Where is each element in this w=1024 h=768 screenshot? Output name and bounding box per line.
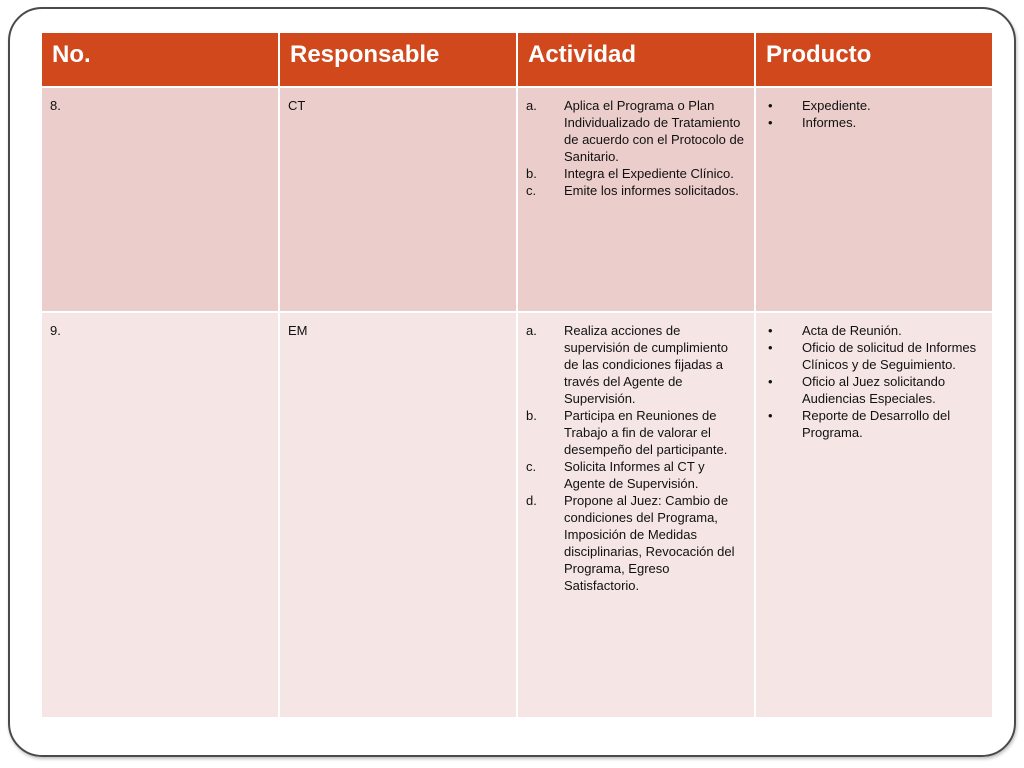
cell-responsable: EM	[279, 312, 517, 718]
cell-actividad	[517, 312, 755, 718]
cell-actividad	[517, 87, 755, 312]
list-item: • Oficio al Juez solicitando Audiencias Especiales.	[764, 373, 984, 407]
cell-producto	[755, 87, 993, 312]
list-item: • Expediente.	[764, 97, 984, 114]
list-item: a. Aplica el Programa o Plan Individualizado de Tratamiento de acuerdo con el Protocolo de Sanitario.	[526, 98, 744, 164]
cell-no: 8.	[41, 87, 279, 312]
activities-table	[40, 31, 994, 719]
bullet-icon: •	[768, 408, 773, 423]
activity-list	[526, 97, 746, 199]
table-row	[41, 87, 993, 312]
cell-no: 9.	[41, 312, 279, 718]
header-no: No.	[41, 32, 279, 87]
list-item: b. Participa en Reuniones de Trabajo a fin de valorar el desempeño del participante.	[526, 408, 728, 457]
cell-producto	[755, 312, 993, 718]
activity-list	[526, 322, 746, 594]
bullet-icon: •	[768, 340, 773, 355]
bullet-icon: •	[768, 115, 773, 130]
header-responsable: Responsable	[279, 32, 517, 87]
list-item: c. Solicita Informes al CT y Agente de Supervisión.	[526, 459, 705, 491]
list-item: c. Emite los informes solicitados.	[526, 183, 739, 198]
bullet-icon: •	[768, 323, 773, 338]
bullet-icon: •	[768, 374, 773, 389]
product-list	[764, 322, 984, 441]
table-row	[41, 312, 993, 718]
list-item: • Acta de Reunión.	[764, 322, 984, 339]
header-producto: Producto	[755, 32, 993, 87]
list-item: • Informes.	[764, 114, 984, 131]
bullet-icon: •	[768, 98, 773, 113]
list-item: d. Propone al Juez: Cambio de condiciones del Programa, Imposición de Medidas disciplinarias, Revocación del Programa, Egreso Satisfactorio.	[526, 493, 735, 593]
table-header-row	[41, 32, 993, 87]
list-item: • Reporte de Desarrollo del Programa.	[764, 407, 984, 441]
product-list	[764, 97, 984, 131]
list-item: a. Realiza acciones de supervisión de cumplimiento de las condiciones fijadas a través del Agente de Supervisión.	[526, 323, 729, 406]
cell-responsable: CT	[279, 87, 517, 312]
list-item: • Oficio de solicitud de Informes Clínicos y de Seguimiento.	[764, 339, 984, 373]
header-actividad: Actividad	[517, 32, 755, 87]
list-item: b. Integra el Expediente Clínico.	[526, 166, 734, 181]
